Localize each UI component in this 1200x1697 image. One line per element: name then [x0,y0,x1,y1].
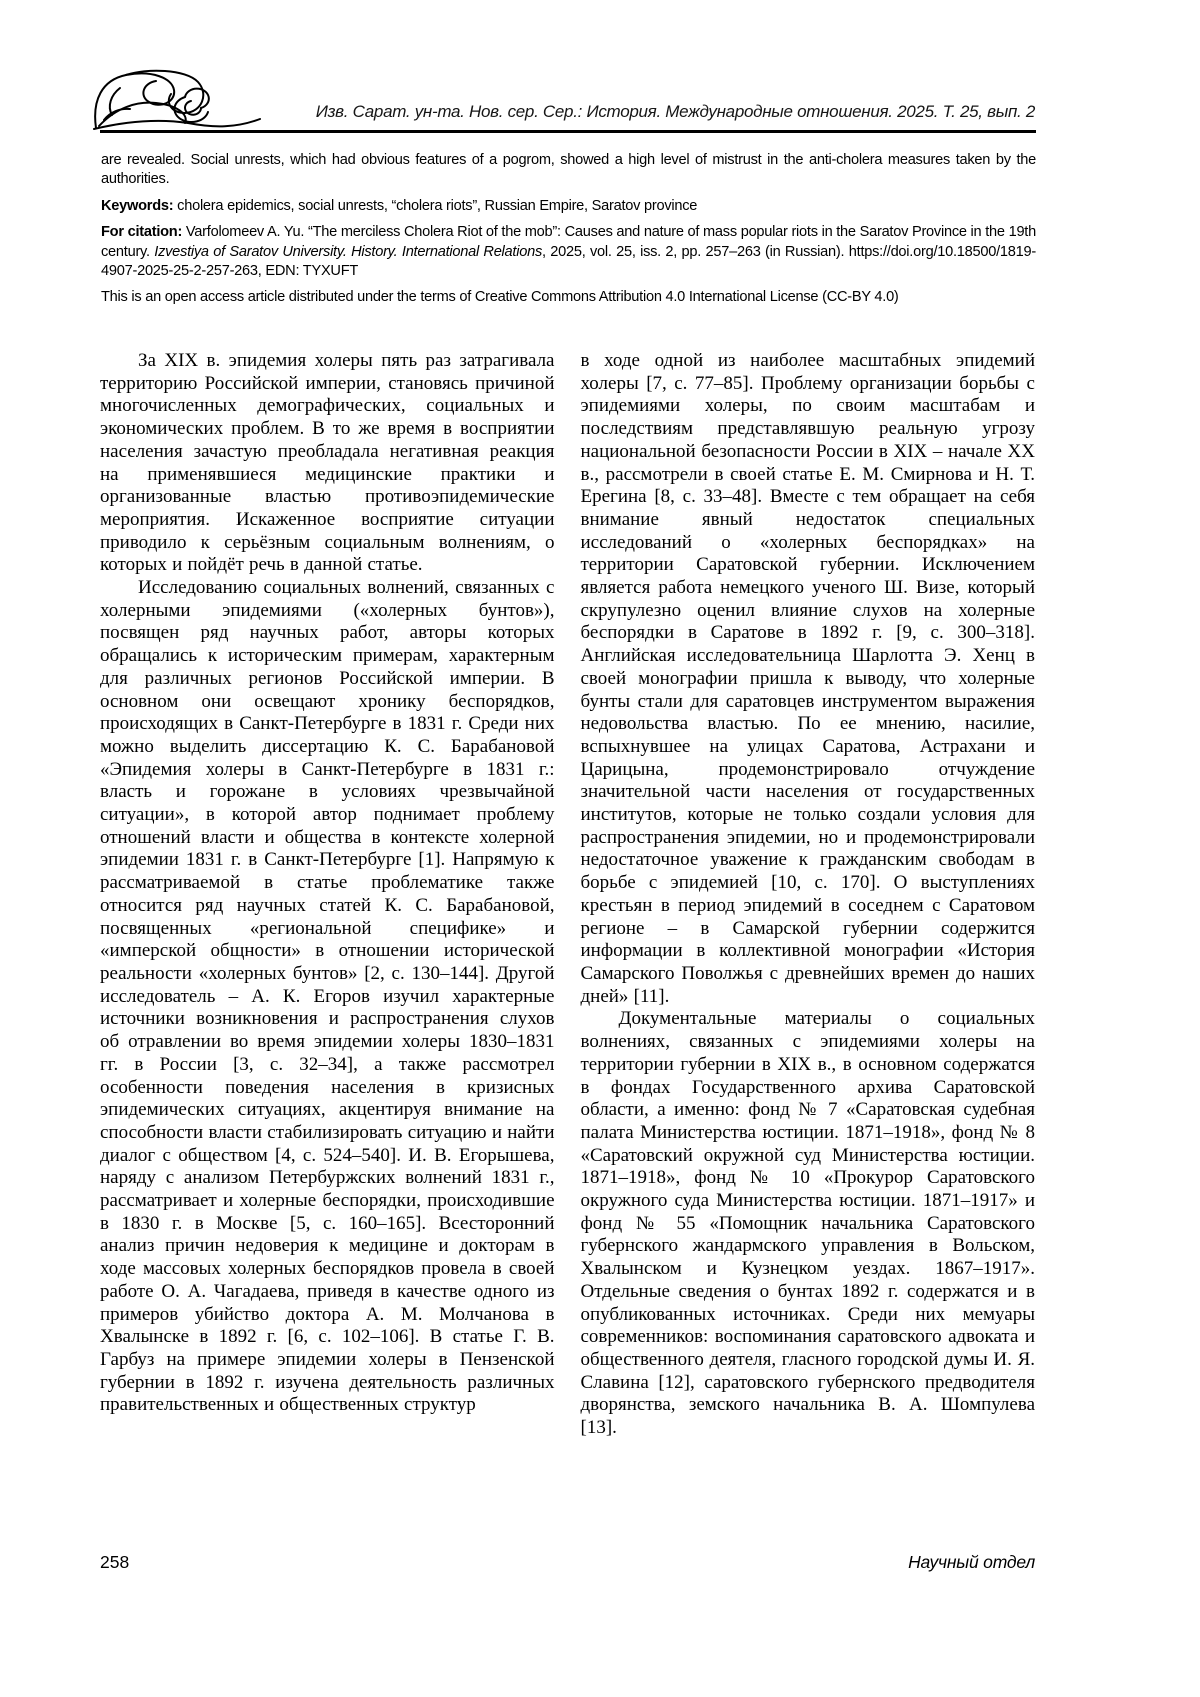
keywords-text: cholera epidemics, social unrests, “cholera riots”, Russian Empire, Saratov province [173,197,698,214]
right-column [581,350,1036,1440]
citation-text: Varfolomeev A. Yu. “The merciless Cholera Riot of the mob”: Causes and nature of mass popular riots in the Saratov Province in the 19th century. [101,224,1036,260]
article-body [100,350,1035,1440]
flourish-ornament-icon [90,68,265,136]
left-column [100,350,555,1440]
body-paragraph: За XIX в. эпидемия холеры пять раз затрагивала территорию Российской империи, становясь причиной многочисленных демографических, социальных и экономических проблем. В то же время в восприятии населения зачастую преобладала негативная реакция на применявшиеся медицинские практики и организованные властью противоэпидемические мероприятия. Искаженное восприятие ситуации приводило к серьёзным социальным волнениям, о которых и пойдёт речь в данной статье. [100,350,555,576]
citation-label: For citation: [101,224,183,241]
citation-text-tail: , 2025, vol. 25, iss. 2, pp. 257–263 (in Russian). https://doi.org/10.18500/1819-4907-2025-25-2-257-263, EDN: TYXUFT [101,243,1036,280]
front-matter [101,151,1036,315]
body-paragraph: Документальные материалы о социальных волнениях, связанных с эпидемиями холеры на территории губернии в XIX в., в основном содержатся в фондах Государственного архива Саратовской области, а именно: фонд № 7 «Саратовская судебная палата Министерства юстиции. 1871–1918», фонд № 8 «Саратовский окружной суд Министерства юстиции. 1871–1918», фонд № 10 «Прокурор Саратовского окружного суда Министерства юстиции. 1871–1917» и фонд № 55 «Помощник начальника Саратовского губернского жандармского управления в Вольском, Хвалынском и Кузнецком уездах. 1867–1917». Отдельные сведения о бунтах 1892 г. содержатся и в опубликованных источниках. Среди них мемуары современников: воспоминания саратовского адвоката и общественного деятеля, гласного городской думы И. Я. Славина [12], саратовского губернского предводителя дворянства, земского начальника В. А. Шомпулева [13]. [580,1008,1035,1439]
citation-line [101,223,1036,281]
keywords-label: Keywords: [101,197,174,214]
header-rule [100,130,1036,133]
body-paragraph-continuation: в ходе одной из наиболее масштабных эпидемий холеры [7, с. 77–85]. Проблему организации борьбы с эпидемиями холеры, по своим масштабам и последствиям представлявшую реальную угрозу национальной безопасности России в XIX – начале XX в., рассмотрели в своей статье Е. М. Смирнова и Н. Т. Ерегина [8, с. 33–48]. Вместе с тем обращает на себя внимание явный недостаток специальных исследований о «холерных беспорядках» на территории Саратовской губернии. Исключением является работа немецкого ученого Ш. Визе, который скрупулезно оценил влияние слухов на холерные беспорядки в Саратове в 1892 г. [9, с. 300–318]. Английская исследовательница Шарлотта Э. Хенц в своей монографии пришла к выводу, что холерные бунты стали для саратовцев инструментом выражения недовольства властью. По ее мнению, насилие, вспыхнувшее на улицах Саратова, Астрахани и Царицына, продемонстрировало отчуждение значительной части населения от государственных институтов, которые не только создали условия для распространения эпидемии, но и продемонстрировали недостаточное уважение к гражданским свободам в борьбе с эпидемией [10, с. 170]. О выступлениях крестьян в период эпидемий в соседнем с Саратовом регионе – в Самарской губернии содержится информации в коллективной монографии «История Самарского Поволжья с древнейших времен до наших дней» [11]. [580,350,1035,1007]
body-paragraph: Исследованию социальных волнений, связанных с холерными эпидемиями («холерных бунтов»), посвящен ряд научных работ, авторы которых обращались к историческим примерам, характерным для различных регионов Российской империи. В основном они освещают хронику беспорядков, происходящих в Санкт-Петербурге в 1831 г. Среди них можно выделить диссертацию К. С. Барабановой «Эпидемия холеры в Санкт-Петербурге в 1831 г.: власть и горожане в условиях чрезвычайной ситуации», в которой автор поднимает проблему отношений власти и общества в контексте холерной эпидемии 1831 г. в Санкт-Петербурге [1]. Напрямую к рассматриваемой в статье проблематике также относится ряд научных статей К. С. Барабановой, посвященных «региональной специфике» и «имперской общности» в отношении исторической реальности «холерных бунтов» [2, с. 130–144]. Другой исследователь – А. К. Егоров изучил характерные источники возникновения и распространения слухов об отравлении во время эпидемии холеры 1830–1831 гг. в России [3, с. 32–34], а также рассмотрел особенности поведения населения в кризисных эпидемических ситуациях, акцентируя внимание на способности власти стабилизировать ситуацию и найти диалог с обществом [4, с. 524–540]. И. В. Егорышева, наряду с анализом Петербуржских волнений 1831 г., рассматривает и холерные беспорядки, происходившие в 1830 г. в Москве [5, с. 160–165]. Всесторонний анализ причин недоверия к медицине и докторам в ходе массовых холерных беспорядков провела в своей работе О. А. Чагадаева, приведя в качестве одного из примеров убийство доктора А. М. Молчанова в Хвалынске в 1892 г. [6, с. 102–106]. В статье Г. В. Гарбуз на примере эпидемии холеры в Пензенской губернии в 1892 г. изучена деятельность различных правительственных и общественных структур [100,577,555,1416]
page-footer [100,1552,1035,1573]
keywords-line [101,197,1036,216]
citation-journal-name: Izvestiya of Saratov University. History. International Relations [154,243,542,260]
abstract-tail-text: are revealed. Social unrests, which had obvious features of a pogrom, showed a high level of mistrust in the anti-cholera measures taken by the authorities. [101,152,1036,188]
journal-header-title: Изв. Сарат. ун-та. Нов. сер. Сер.: История. Международные отношения. 2025. Т. 25, вып. 2 [315,102,1035,121]
page-number: 258 [100,1552,130,1572]
open-access-license-line: This is an open access article distributed under the terms of Creative Commons Attribution 4.0 International License (CC-BY 4.0) [101,289,899,306]
section-label: Научный отдел [908,1552,1035,1572]
